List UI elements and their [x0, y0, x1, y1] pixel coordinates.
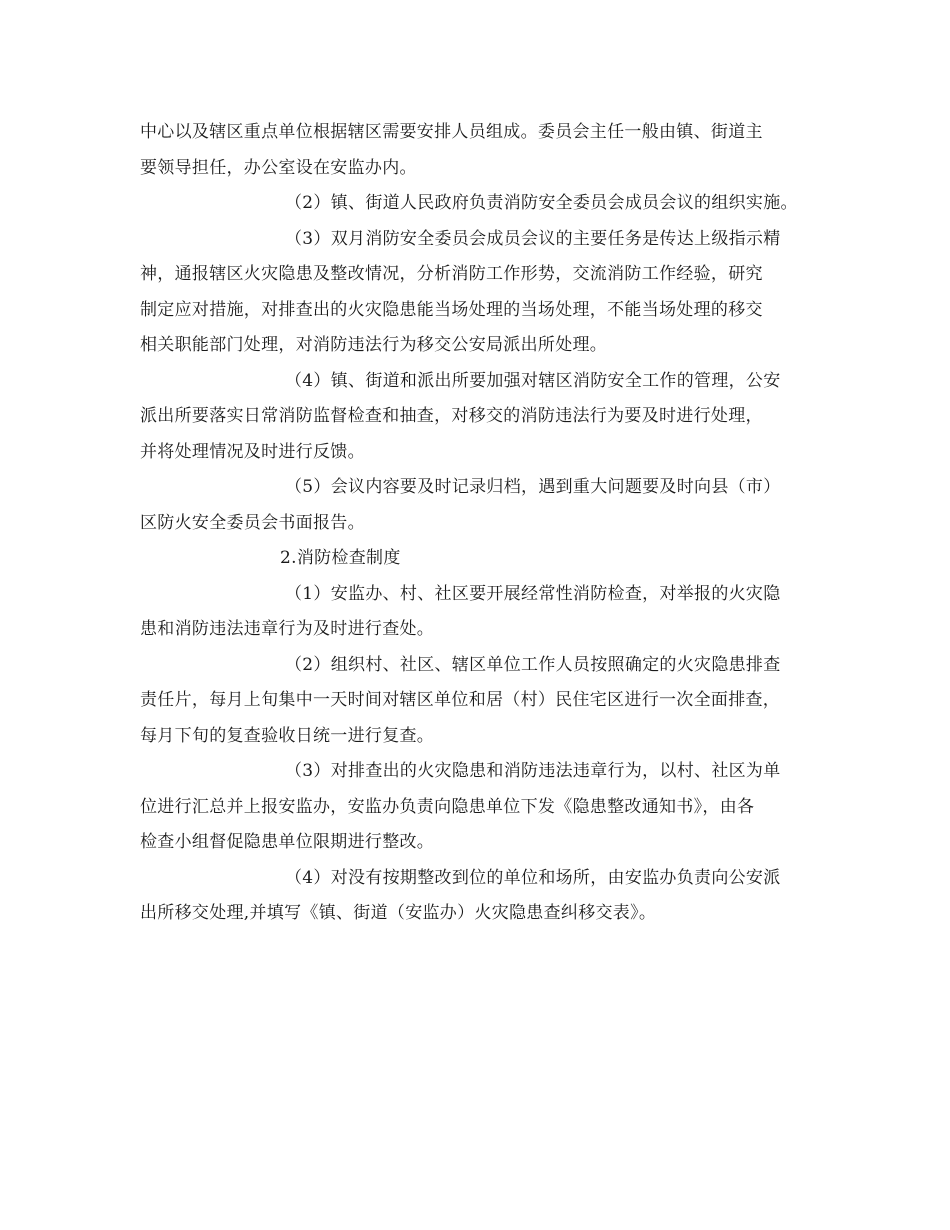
text-line: 检查小组督促隐患单位限期进行整改。 — [140, 832, 435, 852]
text-line: 相关职能部门处理，对消防违法行为移交公安局派出所处理。 — [140, 335, 608, 355]
text-line: （5）会议内容要及时记录归档，遇到重大问题要及时向县（市） — [285, 477, 781, 497]
text-line: （2）组织村、社区、辖区单位工作人员按照确定的火灾隐患排查 — [285, 654, 781, 675]
text-line: （4）对没有按期整改到位的单位和场所，由安监办负责向公安派 — [285, 867, 781, 888]
text-line: 要领导担任，办公室设在安监办内。 — [140, 157, 417, 178]
text-line: （3）对排查出的火灾隐患和消防违法违章行为，以村、社区为单 — [285, 761, 781, 781]
text-line: （4）镇、街道和派出所要加强对辖区消防安全工作的管理，公安 — [285, 370, 781, 391]
text-line: 患和消防违法违章行为及时进行查处。 — [140, 619, 435, 639]
text-line: （3）双月消防安全委员会成员会议的主要任务是传达上级指示精 — [285, 228, 781, 249]
text-line: 责任片，每月上旬集中一天时间对辖区单位和居（村）民住宅区进行一次全面排查， — [140, 690, 781, 710]
text-line: 并将处理情况及时进行反馈。 — [140, 441, 365, 462]
text-line: 每月下旬的复查验收日统一进行复查。 — [140, 725, 435, 746]
section-heading: 2.消防检查制度 — [280, 548, 401, 568]
text-line: （2）镇、街道人民政府负责消防安全委员会成员会议的组织实施。 — [285, 193, 798, 213]
document-body — [140, 115, 830, 932]
text-line: 区防火安全委员会书面报告。 — [140, 512, 365, 533]
text-line: 出所移交处理,并填写《镇、街道（安监办）火灾隐患查纠移交表》。 — [140, 903, 657, 923]
text-line: 派出所要落实日常消防监督检查和抽查，对移交的消防违法行为要及时进行处理， — [140, 406, 763, 426]
text-line: 中心以及辖区重点单位根据辖区需要安排人员组成。委员会主任一般由镇、街道主 — [140, 122, 763, 142]
text-line: （1）安监办、村、社区要开展经常性消防检查，对举报的火灾隐 — [285, 583, 781, 604]
text-line: 神，通报辖区火灾隐患及整改情况，分析消防工作形势，交流消防工作经验，研究 — [140, 264, 763, 284]
text-line: 位进行汇总并上报安监办，安监办负责向隐患单位下发《隐患整改通知书》，由各 — [140, 796, 755, 817]
text-line: 制定应对措施，对排查出的火灾隐患能当场处理的当场处理，不能当场处理的移交 — [140, 299, 763, 320]
